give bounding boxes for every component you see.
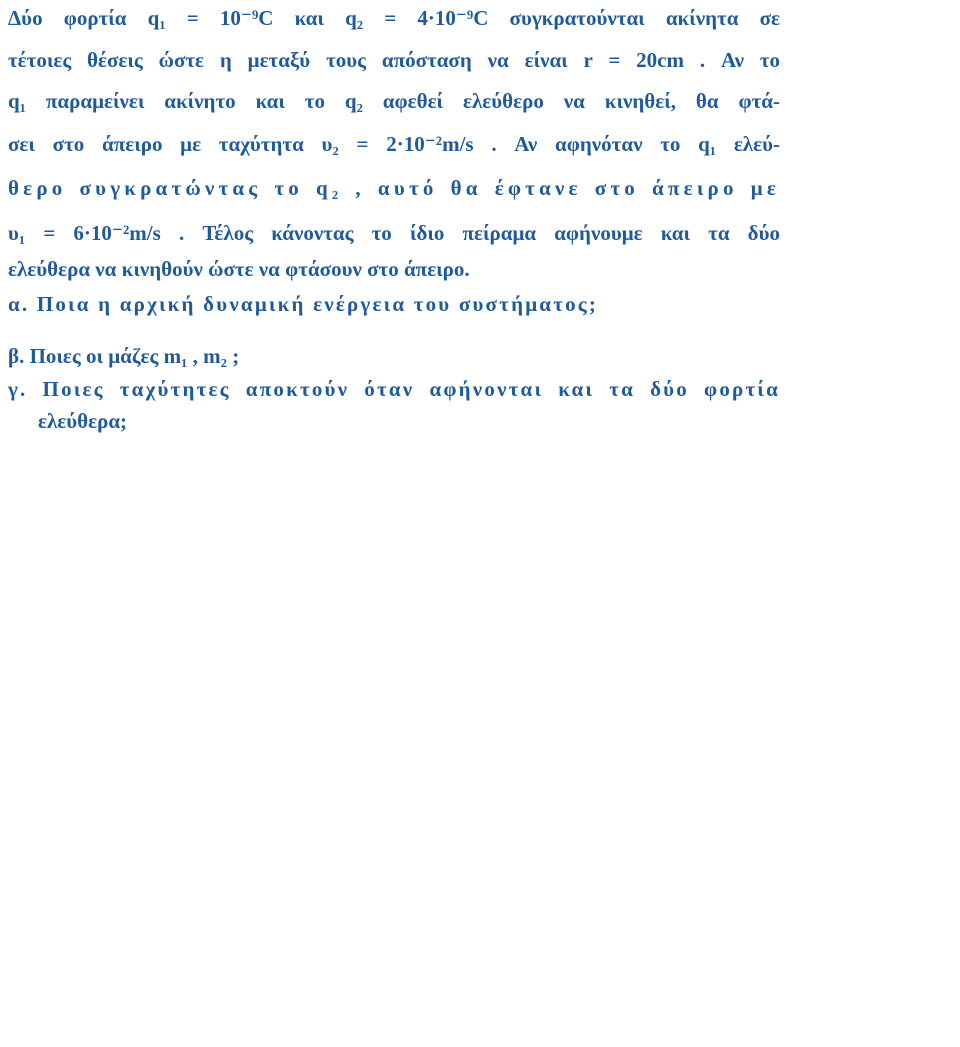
question-c-line-1: γ. Ποιες ταχύτητες αποκτούν όταν αφήνονται και τα δύο φορτία: [8, 377, 780, 401]
problem-line-3: q₁ παραμείνει ακίνητο και το q₂ αφεθεί ελεύθερο να κινηθεί, θα φτά-: [8, 89, 780, 113]
question-a: α. Ποια η αρχική δυναμική ενέργεια του συστήματος;: [8, 292, 599, 316]
problem-line-1: Δύο φορτία q₁ = 10⁻⁹C και q₂ = 4·10⁻⁹C συγκρατούνται ακίνητα σε: [8, 6, 780, 30]
problem-line-6: υ₁ = 6·10⁻²m/s . Τέλος κάνοντας το ίδιο πείραμα αφήνουμε και τα δύο: [8, 221, 780, 245]
problem-line-2: τέτοιες θέσεις ώστε η μεταξύ τους απόσταση να είναι r = 20cm . Αν το: [8, 48, 780, 72]
problem-line-4: σει στο άπειρο με ταχύτητα υ₂ = 2·10⁻²m/s . Αν αφηνόταν το q₁ ελεύ-: [8, 132, 780, 156]
question-b: β. Ποιες οι μάζες m₁ , m₂ ;: [8, 344, 240, 368]
question-c-line-2: ελεύθερα;: [38, 409, 128, 433]
problem-line-5: θερο συγκρατώντας το q₂ , αυτό θα έφτανε στο άπειρο με: [8, 176, 780, 200]
problem-line-7: ελεύθερα να κινηθούν ώστε να φτάσουν στο άπειρο.: [8, 257, 470, 281]
